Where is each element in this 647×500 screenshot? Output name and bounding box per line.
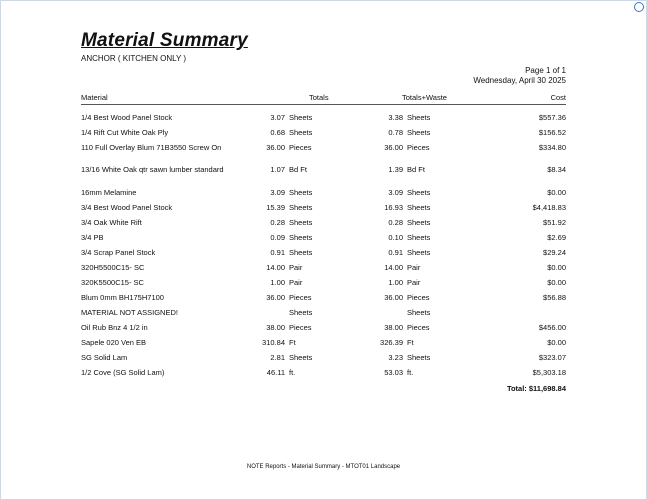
cost-cell: $156.52 <box>538 128 566 137</box>
waste-unit-cell: Pair <box>407 263 421 272</box>
total-waste-cell: 3.38 <box>388 113 403 122</box>
waste-unit-cell: Sheets <box>407 248 431 257</box>
waste-unit-cell: Pair <box>407 278 421 287</box>
total-waste-cell: 36.00 <box>384 143 403 152</box>
total-waste-cell: 38.00 <box>384 323 403 332</box>
total-cell: 1.07 <box>270 165 285 174</box>
unit-cell: Pair <box>289 278 303 287</box>
unit-cell: ft. <box>289 368 296 377</box>
report-date: Wednesday, April 30 2025 <box>473 76 566 85</box>
unit-cell: Ft <box>289 338 296 347</box>
total-cell: 3.09 <box>270 188 285 197</box>
material-cell: 3/4 Scrap Panel Stock <box>81 248 156 257</box>
waste-unit-cell: Sheets <box>407 188 431 197</box>
total-waste-cell: 0.91 <box>388 248 403 257</box>
window-corner-icon[interactable] <box>634 2 644 12</box>
unit-cell: Pieces <box>289 143 312 152</box>
total-cell: 0.09 <box>270 233 285 242</box>
material-cell: 16mm Melamine <box>81 188 137 197</box>
unit-cell: Sheets <box>289 203 313 212</box>
material-cell: 3/4 Best Wood Panel Stock <box>81 203 173 212</box>
cost-cell: $8.34 <box>547 165 566 174</box>
total-cell: 1.00 <box>270 278 285 287</box>
cost-cell: $5,303.18 <box>532 368 566 377</box>
waste-unit-cell: Ft <box>407 338 414 347</box>
col-header-material: Material <box>81 93 108 102</box>
cost-cell: $0.00 <box>547 188 566 197</box>
unit-cell: Sheets <box>289 353 313 362</box>
unit-cell: Sheets <box>289 188 313 197</box>
waste-unit-cell: Sheets <box>407 233 431 242</box>
total-waste-cell: 326.39 <box>380 338 403 347</box>
page-number: Page 1 of 1 <box>525 66 566 75</box>
total-waste-cell: 1.39 <box>388 165 403 174</box>
waste-unit-cell: Bd Ft <box>407 165 425 174</box>
report-subtitle: ANCHOR ( KITCHEN ONLY ) <box>81 54 187 63</box>
cost-cell: $2.69 <box>547 233 566 242</box>
total-cell: 36.00 <box>266 143 285 152</box>
material-cell: Oil Rub Bnz 4 1/2 in <box>81 323 148 332</box>
total-waste-cell: 16.93 <box>384 203 403 212</box>
total-cell: 3.07 <box>270 113 285 122</box>
cost-cell: $557.36 <box>538 113 566 122</box>
waste-unit-cell: ft. <box>407 368 414 377</box>
col-header-totals-waste: Totals+Waste <box>402 93 447 102</box>
cost-cell: $323.07 <box>538 353 566 362</box>
total-cell: 310.84 <box>262 338 285 347</box>
waste-unit-cell: Sheets <box>407 308 431 317</box>
unit-cell: Sheets <box>289 248 313 257</box>
waste-unit-cell: Sheets <box>407 113 431 122</box>
cost-cell: $29.24 <box>543 248 566 257</box>
unit-cell: Sheets <box>289 128 313 137</box>
material-cell: 3/4 PB <box>81 233 104 242</box>
col-header-totals: Totals <box>309 93 329 102</box>
waste-unit-cell: Sheets <box>407 203 431 212</box>
waste-unit-cell: Sheets <box>407 218 431 227</box>
total-waste-cell: 0.78 <box>388 128 403 137</box>
material-cell: 3/4 Oak White Rift <box>81 218 142 227</box>
material-cell: 13/16 White Oak qtr sawn lumber standard <box>81 165 224 174</box>
unit-cell: Sheets <box>289 308 313 317</box>
total-cell: 14.00 <box>266 263 285 272</box>
cost-cell: $456.00 <box>538 323 566 332</box>
waste-unit-cell: Pieces <box>407 323 430 332</box>
total-cell: 46.11 <box>266 368 285 377</box>
material-cell: 110 Full Overlay Blum 71B3550 Screw On <box>81 143 222 152</box>
cost-cell: $51.92 <box>543 218 566 227</box>
cost-cell: $0.00 <box>547 263 566 272</box>
waste-unit-cell: Pieces <box>407 293 430 302</box>
material-cell: 1/4 Rift Cut White Oak Ply <box>81 128 169 137</box>
total-cell: 2.81 <box>270 353 285 362</box>
material-cell: MATERIAL NOT ASSIGNED! <box>81 308 178 317</box>
cost-cell: $0.00 <box>547 338 566 347</box>
unit-cell: Pieces <box>289 293 312 302</box>
total-cell: 0.28 <box>270 218 285 227</box>
total-waste-cell: 3.09 <box>388 188 403 197</box>
unit-cell: Pair <box>289 263 303 272</box>
cost-cell: $56.88 <box>543 293 566 302</box>
unit-cell: Bd Ft <box>289 165 307 174</box>
total-cell: 0.68 <box>270 128 285 137</box>
total-waste-cell: 3.23 <box>388 353 403 362</box>
total-waste-cell: 1.00 <box>388 278 403 287</box>
waste-unit-cell: Sheets <box>407 128 431 137</box>
unit-cell: Sheets <box>289 233 313 242</box>
material-cell: 320K5500C15- SC <box>81 278 144 287</box>
total-waste-cell: 14.00 <box>384 263 403 272</box>
page-info <box>473 66 566 86</box>
unit-cell: Sheets <box>289 113 313 122</box>
material-cell: Sapele 020 Ven EB <box>81 338 147 347</box>
material-cell: 320H5500C15- SC <box>81 263 145 272</box>
total-cell: 15.39 <box>266 203 285 212</box>
material-cell: SG Solid Lam <box>81 353 128 362</box>
total-waste-cell: 36.00 <box>384 293 403 302</box>
total-cell: 36.00 <box>266 293 285 302</box>
total-cell: 38.00 <box>266 323 285 332</box>
total-waste-cell: 53.03 <box>384 368 403 377</box>
report-title: Material Summary <box>81 30 248 51</box>
header-divider <box>81 104 566 105</box>
cost-cell: $0.00 <box>547 278 566 287</box>
total-waste-cell: 0.28 <box>388 218 403 227</box>
waste-unit-cell: Pieces <box>407 143 430 152</box>
unit-cell: Sheets <box>289 218 313 227</box>
total-waste-cell: 0.10 <box>388 233 403 242</box>
unit-cell: Pieces <box>289 323 312 332</box>
col-header-cost: Cost <box>550 93 566 102</box>
cost-cell: $334.80 <box>538 143 566 152</box>
grand-total: Total: $11,698.84 <box>506 384 566 393</box>
report-footer: NOTE Reports - Material Summary - MTOT01 Landscape <box>246 464 401 470</box>
material-cell: 1/2 Cove (SG Solid Lam) <box>81 368 165 377</box>
waste-unit-cell: Sheets <box>407 353 431 362</box>
material-cell: 1/4 Best Wood Panel Stock <box>81 113 173 122</box>
total-cell: 0.91 <box>270 248 285 257</box>
cost-cell: $4,418.83 <box>532 203 566 212</box>
material-cell: Blum 0mm BH175H7100 <box>81 293 164 302</box>
